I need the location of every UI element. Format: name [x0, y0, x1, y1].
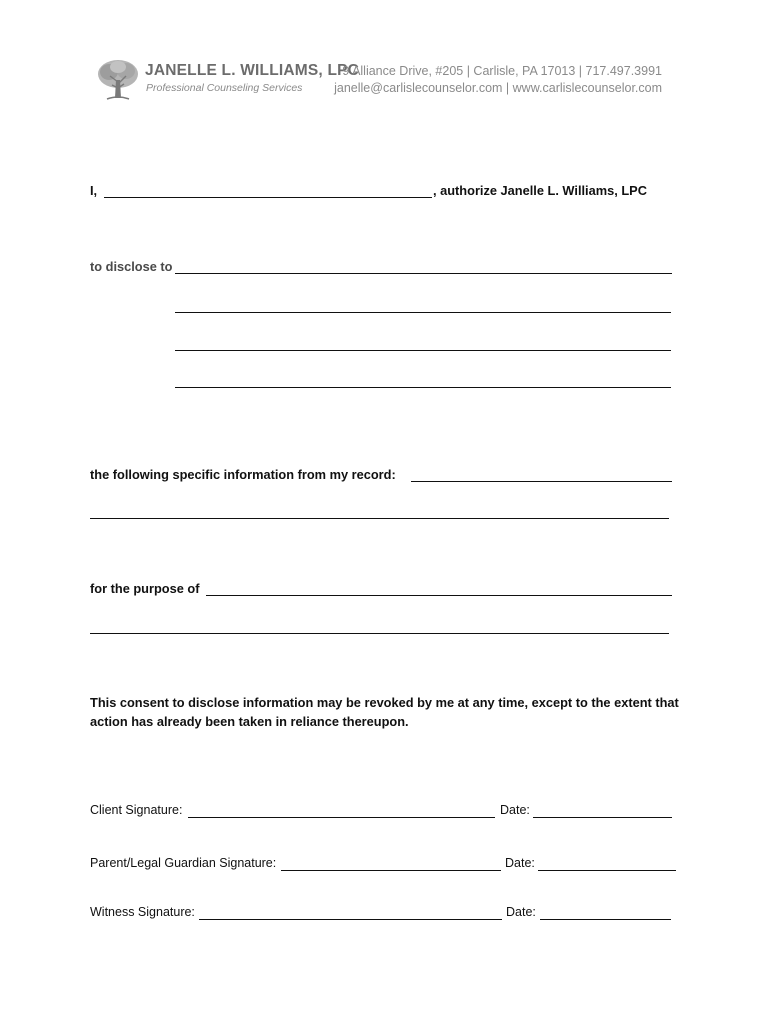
intro-suffix: , authorize Janelle L. Williams, LPC: [433, 183, 647, 198]
purpose-field-line-2[interactable]: [90, 633, 669, 634]
client-date-field[interactable]: [533, 817, 672, 818]
witness-signature-label: Witness Signature:: [90, 905, 195, 919]
recipient-field-line-3[interactable]: [175, 350, 671, 351]
witness-signature-field[interactable]: [199, 919, 502, 920]
purpose-field-line-1[interactable]: [206, 595, 672, 596]
recipient-field-line-2[interactable]: [175, 312, 671, 313]
recipient-field-line-4[interactable]: [175, 387, 671, 388]
practice-name: JANELLE L. WILLIAMS, LPC: [145, 62, 360, 79]
contact-line: janelle@carlislecounselor.com | www.carlislecounselor.com: [334, 81, 662, 95]
purpose-label: for the purpose of: [90, 581, 200, 596]
client-date-label: Date:: [500, 803, 530, 817]
witness-date-field[interactable]: [540, 919, 671, 920]
witness-date-label: Date:: [506, 905, 536, 919]
intro-prefix: I,: [90, 183, 98, 198]
client-name-field[interactable]: [104, 197, 432, 198]
guardian-signature-label: Parent/Legal Guardian Signature:: [90, 856, 277, 870]
practice-tagline: Professional Counseling Services: [146, 82, 303, 94]
info-field-line-1[interactable]: [411, 481, 672, 482]
disclose-to-label: to disclose to: [90, 259, 173, 274]
guardian-signature-field[interactable]: [281, 870, 501, 871]
client-signature-label: Client Signature:: [90, 803, 183, 817]
guardian-date-field[interactable]: [538, 870, 676, 871]
info-label: the following specific information from my record:: [90, 467, 396, 482]
tree-logo-icon: [95, 58, 141, 102]
address-line: 9 Alliance Drive, #205 | Carlisle, PA 17013 | 717.497.3991: [342, 64, 662, 78]
info-field-line-2[interactable]: [90, 518, 669, 519]
guardian-date-label: Date:: [505, 856, 535, 870]
client-signature-field[interactable]: [188, 817, 495, 818]
recipient-field-line-1[interactable]: [175, 273, 672, 274]
consent-statement: This consent to disclose information may be revoked by me at any time, except to the extent that action has already been taken in reliance thereupon.: [90, 695, 679, 729]
